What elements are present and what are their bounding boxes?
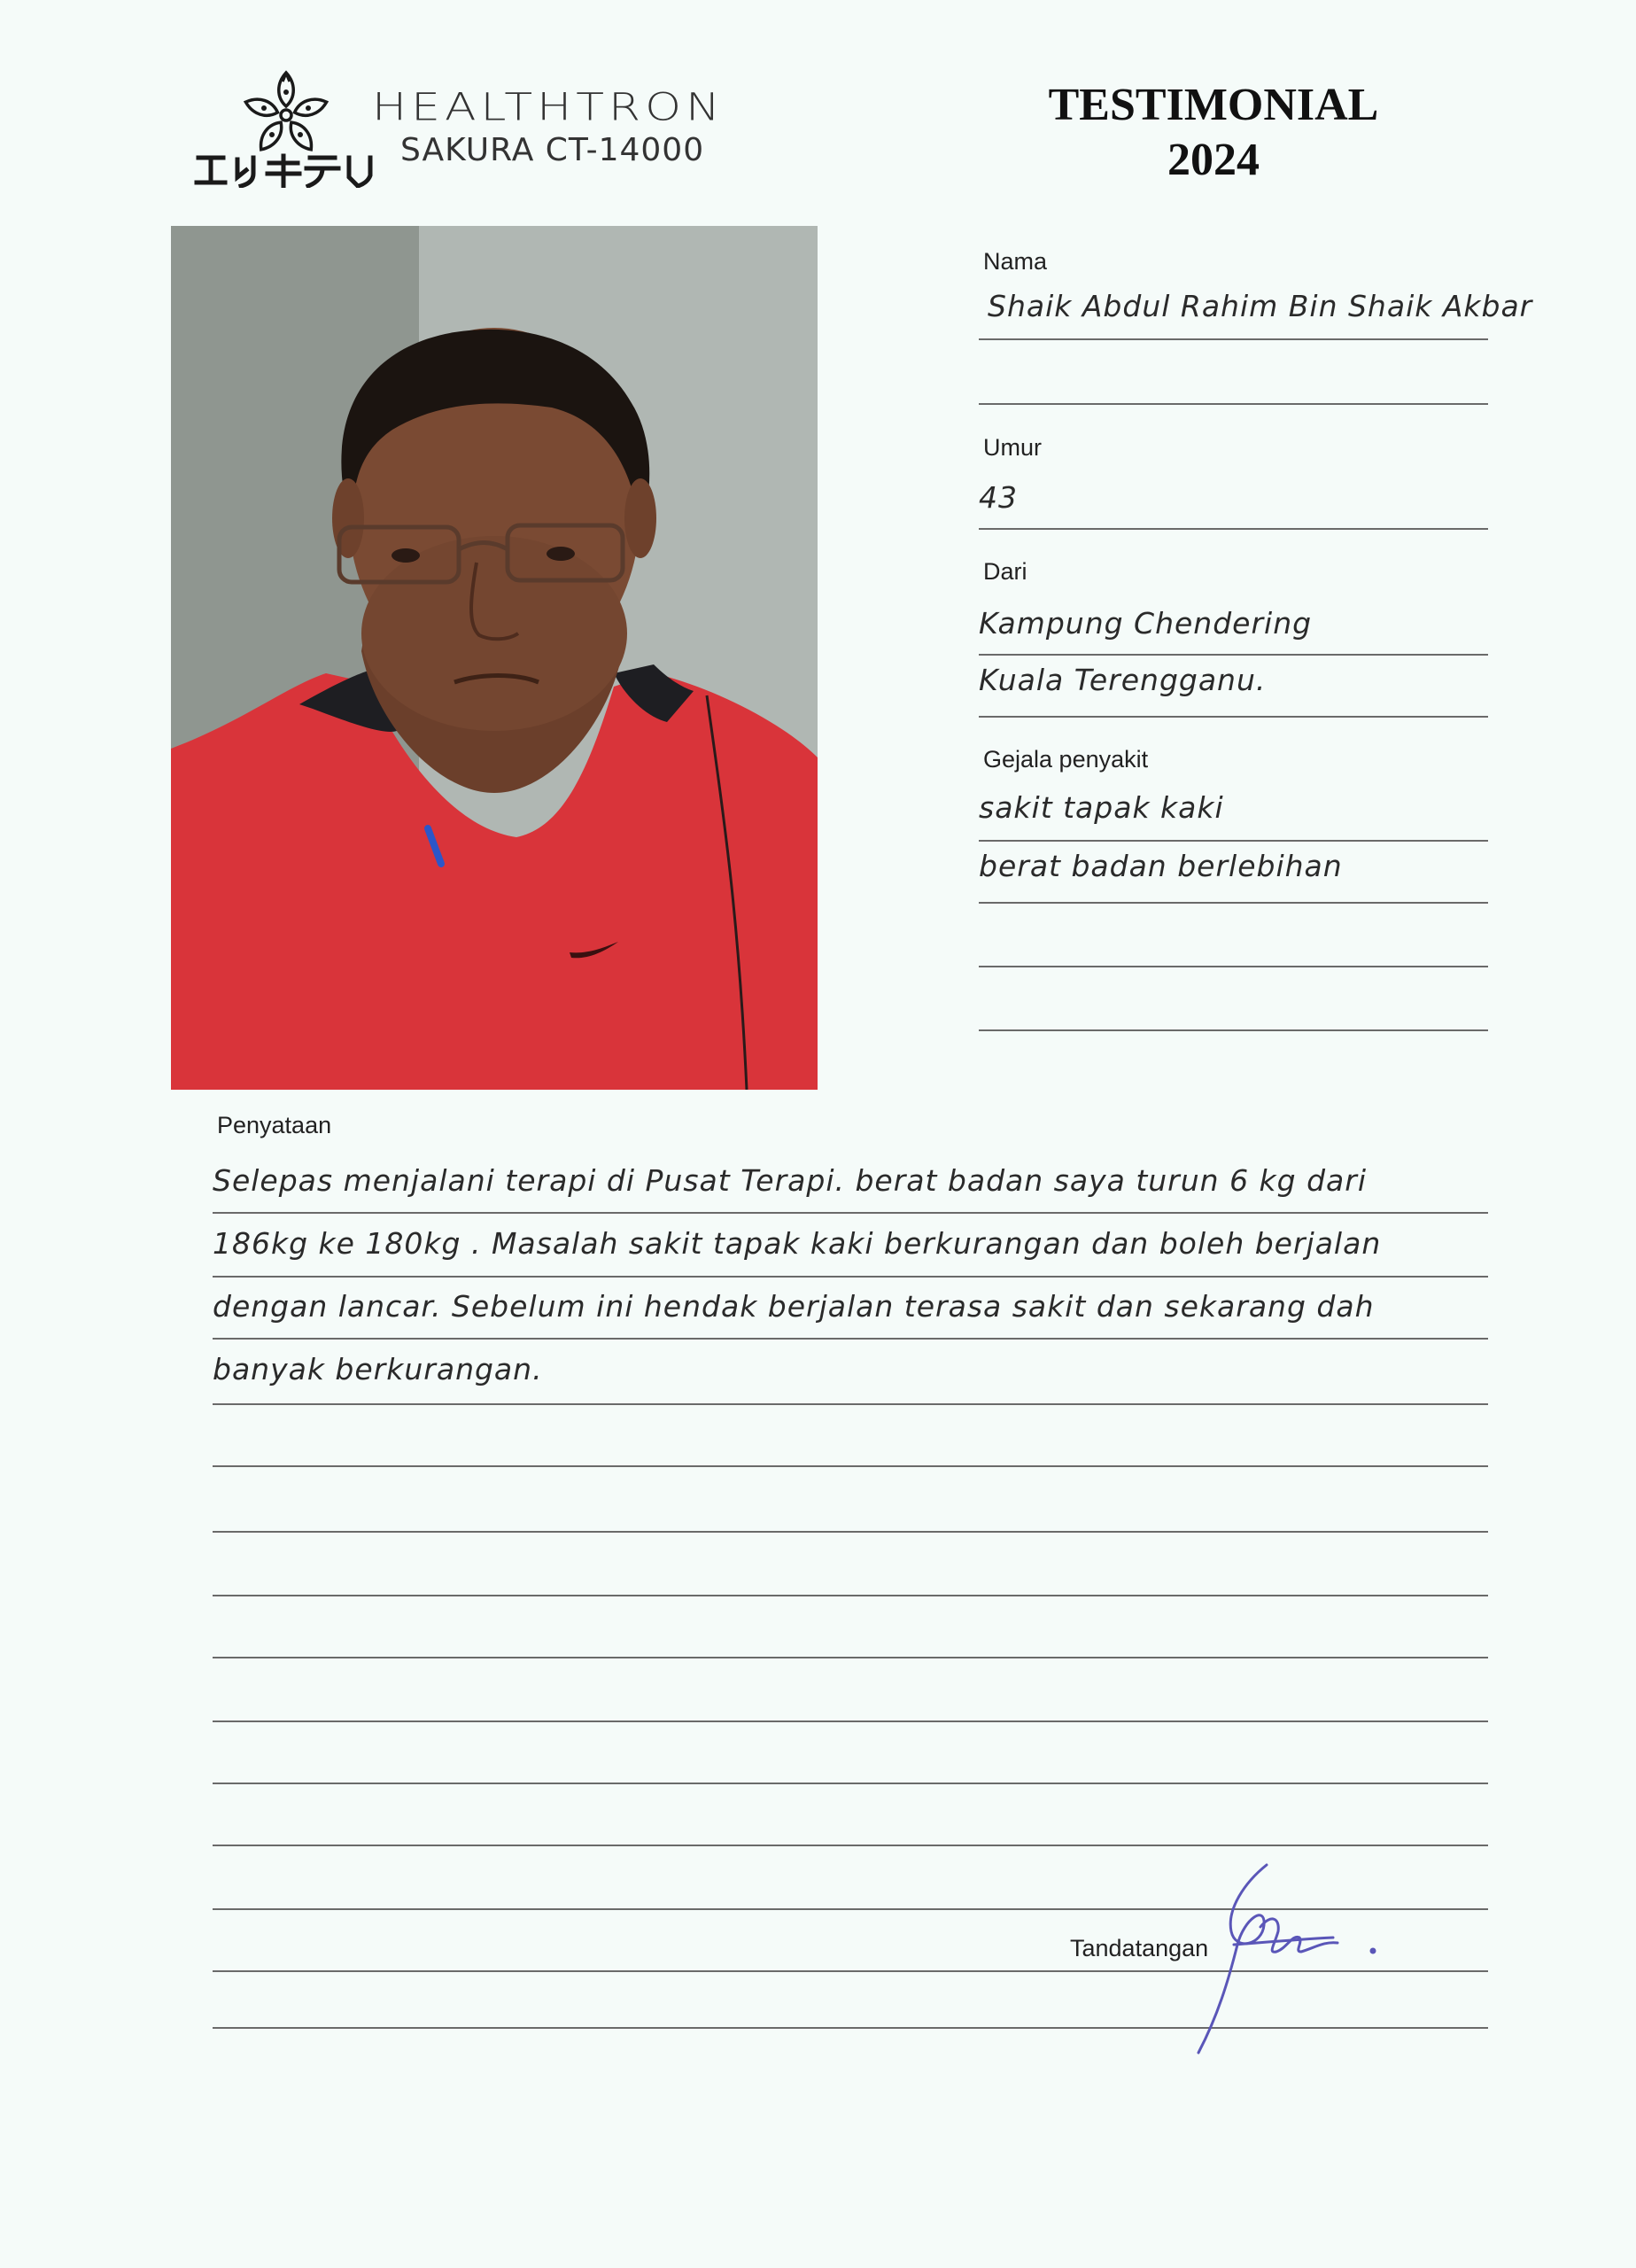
nama-value: Shaik Abdul Rahim Bin Shaik Akbar bbox=[988, 289, 1533, 323]
statement-rule bbox=[213, 1845, 1488, 1846]
title-line-2: 2024 bbox=[1167, 135, 1260, 185]
sakura-flower-logo-icon bbox=[237, 64, 335, 161]
statement-line-1: Selepas menjalani terapi di Pusat Terapi. berat badan saya turun 6 kg dari bbox=[213, 1163, 1368, 1198]
gejala-rule-4 bbox=[979, 1029, 1488, 1031]
statement-rule bbox=[213, 1212, 1488, 1214]
tandatangan-label: Tandatangan bbox=[1070, 1935, 1209, 1961]
statement-rule bbox=[213, 1783, 1488, 1784]
gejala-rule-3 bbox=[979, 966, 1488, 967]
katakana-logo bbox=[193, 152, 375, 188]
statement-line-4: banyak berkurangan. bbox=[213, 1352, 543, 1386]
statement-rule bbox=[213, 1657, 1488, 1658]
gejala-value-line-1: sakit tapak kaki bbox=[979, 790, 1224, 825]
gejala-value-line-2: berat badan berlebihan bbox=[979, 849, 1343, 883]
statement-rule bbox=[213, 1403, 1488, 1405]
nama-rule bbox=[979, 338, 1488, 340]
gejala-rule-1 bbox=[979, 840, 1488, 842]
umur-label: Umur bbox=[983, 434, 1042, 461]
handwritten-signature bbox=[1182, 1847, 1386, 2064]
statement-rule bbox=[213, 1531, 1488, 1533]
statement-rule bbox=[213, 1338, 1488, 1340]
umur-rule bbox=[979, 528, 1488, 530]
statement-rule bbox=[213, 1720, 1488, 1722]
statement-line-3: dengan lancar. Sebelum ini hendak berjalan terasa sakit dan sekarang dah bbox=[213, 1289, 1375, 1324]
nama-label: Nama bbox=[983, 248, 1048, 275]
model-name: SAKURA CT-14000 bbox=[400, 132, 705, 168]
document-title bbox=[992, 78, 1435, 188]
dari-label: Dari bbox=[983, 558, 1027, 585]
penyataan-label: Penyataan bbox=[217, 1112, 332, 1138]
statement-rule bbox=[213, 1595, 1488, 1596]
statement-rule bbox=[213, 1465, 1488, 1467]
statement-line-2: 186kg ke 180kg . Masalah sakit tapak kaki berkurangan dan boleh berjalan bbox=[213, 1226, 1382, 1261]
brand-name: HEALTHTRON bbox=[372, 85, 725, 129]
dari-rule-2 bbox=[979, 716, 1488, 718]
dari-value-line-2: Kuala Terengganu. bbox=[979, 663, 1267, 697]
umur-value: 43 bbox=[979, 480, 1018, 515]
title-line-1: TESTIMONIAL bbox=[1048, 80, 1379, 130]
gejala-rule-2 bbox=[979, 902, 1488, 904]
dari-value-line-1: Kampung Chendering bbox=[979, 606, 1313, 641]
dari-rule-1 bbox=[979, 654, 1488, 656]
portrait-photo bbox=[171, 226, 818, 1090]
statement-rule bbox=[213, 1276, 1488, 1278]
gejala-label: Gejala penyakit bbox=[983, 746, 1149, 773]
nama-rule-2 bbox=[979, 403, 1488, 405]
